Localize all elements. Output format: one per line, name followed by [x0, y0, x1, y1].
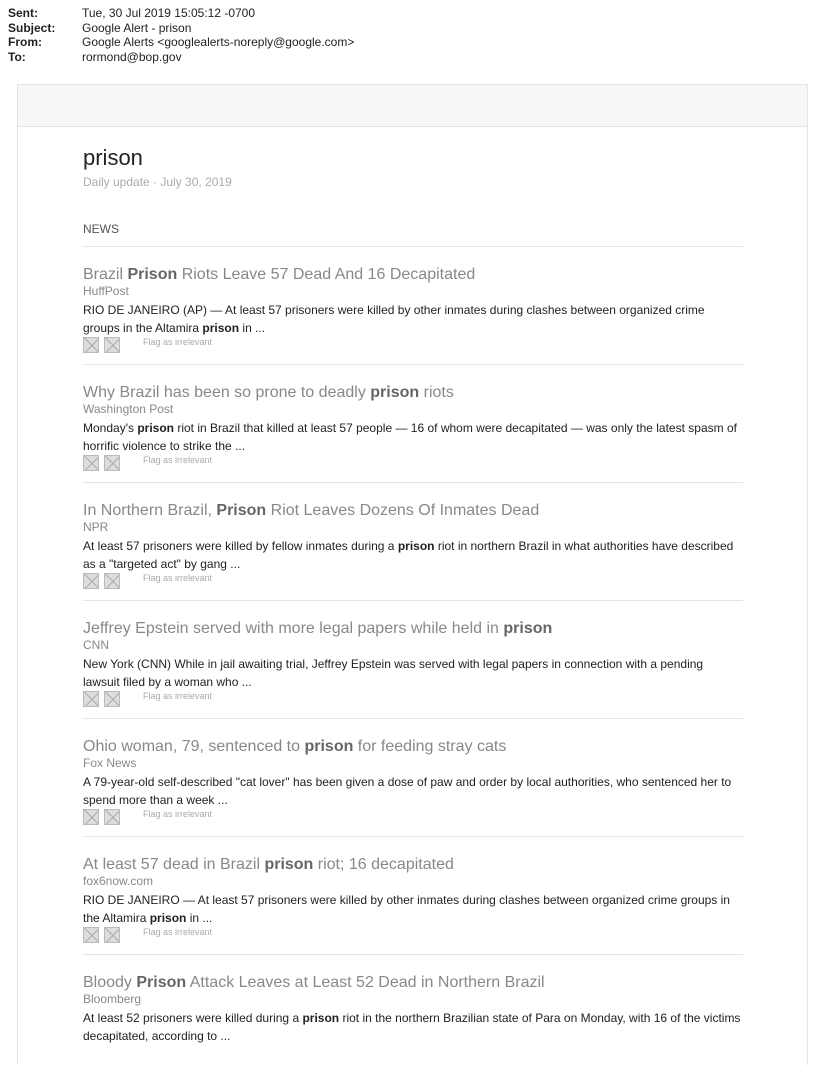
text-segment: At least 57 dead in Brazil	[83, 856, 265, 873]
article-actions	[83, 691, 743, 707]
article-snippet	[83, 301, 743, 337]
article-source: CNN	[83, 638, 109, 652]
share-image-icon[interactable]	[83, 337, 99, 353]
alert-title: prison	[83, 145, 143, 170]
highlight-term: prison	[264, 856, 314, 873]
sent-label: Sent:	[8, 6, 38, 20]
flag-irrelevant-link[interactable]: Flag as irrelevant	[143, 337, 213, 347]
article-source: Washington Post	[83, 402, 174, 416]
text-segment: At least 52 prisoners were killed during a	[83, 1011, 303, 1025]
alert-card	[17, 84, 808, 1065]
text-segment: riots	[419, 384, 454, 401]
share-image-icon[interactable]	[104, 691, 120, 707]
article-snippet	[83, 1009, 743, 1045]
article-item	[83, 265, 743, 383]
divider	[83, 600, 743, 601]
text-segment: Riots Leave 57 Dead And 16 Decapitated	[177, 266, 476, 283]
article-source: Fox News	[83, 756, 137, 770]
text-segment: Bloody	[83, 974, 137, 991]
article-snippet	[83, 419, 743, 455]
flag-irrelevant-link[interactable]: Flag as irrelevant	[143, 691, 213, 701]
subject-value: Google Alert - prison	[82, 20, 192, 35]
section-heading: NEWS	[83, 222, 119, 236]
highlight-term: prison	[503, 620, 553, 637]
article-title-link[interactable]	[83, 737, 743, 756]
divider	[83, 364, 743, 365]
article-snippet	[83, 773, 743, 809]
highlight-term: prison	[137, 421, 174, 435]
text-segment: riot in northern Brazil in what authorities have described as a "targeted act" by gang ...	[83, 539, 734, 571]
article-title-link[interactable]	[83, 265, 743, 284]
highlight-term: Prison	[136, 974, 187, 991]
to-label: To:	[8, 49, 26, 64]
flag-irrelevant-link[interactable]: Flag as irrelevant	[143, 809, 213, 819]
divider	[83, 246, 743, 247]
article-source: Bloomberg	[83, 992, 142, 1006]
highlight-term: prison	[302, 1011, 340, 1025]
text-segment: in ...	[239, 321, 266, 335]
flag-irrelevant-link[interactable]: Flag as irrelevant	[143, 927, 213, 937]
text-segment: riot in the northern Brazilian state of Para on Monday, with 16 of the victims decapitated, according to ...	[83, 1011, 741, 1043]
text-segment: At least 57 prisoners were killed by fellow inmates during a	[83, 539, 398, 553]
text-segment: for feeding stray cats	[353, 738, 507, 755]
text-segment: Why Brazil has been so prone to deadly	[83, 384, 371, 401]
article-source: NPR	[83, 520, 109, 534]
article-title-link[interactable]	[83, 501, 743, 520]
subject-label: Subject:	[8, 20, 56, 35]
article-actions	[83, 455, 743, 471]
from-value: Google Alerts <googlealerts-noreply@google.com>	[82, 35, 355, 49]
article-item	[83, 973, 743, 1091]
article-actions	[83, 337, 743, 353]
text-segment: Jeffrey Epstein served with more legal papers while held in	[83, 620, 504, 637]
email-header	[8, 6, 354, 64]
flag-irrelevant-link[interactable]: Flag as irrelevant	[143, 573, 213, 583]
article-snippet	[83, 655, 743, 691]
text-segment: Riot Leaves Dozens Of Inmates Dead	[266, 502, 540, 519]
divider	[83, 718, 743, 719]
share-image-icon[interactable]	[83, 455, 99, 471]
share-image-icon[interactable]	[104, 927, 120, 943]
article-title-link[interactable]	[83, 855, 743, 874]
share-image-icon[interactable]	[83, 927, 99, 943]
highlight-term: prison	[202, 321, 240, 335]
text-segment: in ...	[186, 911, 213, 925]
text-segment: Monday's	[83, 421, 138, 435]
article-source: fox6now.com	[83, 874, 154, 888]
highlight-term: Prison	[127, 266, 178, 283]
text-segment: riot; 16 decapitated	[313, 856, 454, 873]
article-item	[83, 619, 743, 737]
share-image-icon[interactable]	[104, 455, 120, 471]
text-segment: Ohio woman, 79, sentenced to	[83, 738, 305, 755]
to-value: rormond@bop.gov	[82, 49, 182, 64]
share-image-icon[interactable]	[104, 573, 120, 589]
divider	[83, 836, 743, 837]
text-segment: A 79-year-old self-described "cat lover" has been given a dose of paw and order by local authorities, who sentenced her to spend more than a week ...	[83, 775, 732, 807]
share-image-icon[interactable]	[83, 691, 99, 707]
article-item	[83, 855, 743, 973]
share-image-icon[interactable]	[104, 337, 120, 353]
divider	[83, 954, 743, 955]
article-list	[83, 265, 743, 1091]
text-segment: New York (CNN) While in jail awaiting trial, Jeffrey Epstein was served with legal papers in connection with a pending lawsuit filed by a woman who ...	[83, 657, 704, 689]
text-segment: RIO DE JANEIRO (AP) — At least 57 prisoners were killed by other inmates during clashes between organized crime groups in the Altamira	[83, 303, 705, 335]
text-segment: RIO DE JANEIRO — At least 57 prisoners were killed by other inmates during clashes between organized crime groups in the Altamira	[83, 893, 730, 925]
highlight-term: Prison	[216, 502, 267, 519]
text-segment: Attack Leaves at Least 52 Dead in Northern Brazil	[186, 974, 545, 991]
article-item	[83, 737, 743, 855]
share-image-icon[interactable]	[104, 809, 120, 825]
sent-value: Tue, 30 Jul 2019 15:05:12 -0700	[82, 6, 256, 20]
article-actions	[83, 809, 743, 825]
article-source: HuffPost	[83, 284, 129, 298]
text-segment: In Northern Brazil,	[83, 502, 217, 519]
share-image-icon[interactable]	[83, 809, 99, 825]
from-label: From:	[8, 35, 42, 49]
article-title-link[interactable]	[83, 619, 743, 638]
alert-subtitle: Daily update · July 30, 2019	[83, 175, 232, 189]
article-actions	[83, 573, 743, 589]
divider	[83, 482, 743, 483]
highlight-term: prison	[149, 911, 187, 925]
highlight-term: prison	[397, 539, 435, 553]
article-item	[83, 501, 743, 619]
text-segment: riot in Brazil that killed at least 57 people — 16 of whom were decapitated — was only the latest spasm of horrific violence to strike the ...	[83, 421, 737, 453]
article-title-link[interactable]	[83, 383, 743, 402]
text-segment: Brazil	[83, 266, 128, 283]
card-header-band	[18, 85, 807, 127]
article-title-link[interactable]	[83, 973, 743, 992]
article-item	[83, 383, 743, 501]
share-image-icon[interactable]	[83, 573, 99, 589]
article-snippet	[83, 891, 743, 927]
article-actions	[83, 927, 743, 943]
highlight-term: prison	[304, 738, 354, 755]
article-snippet	[83, 537, 743, 573]
highlight-term: prison	[370, 384, 420, 401]
flag-irrelevant-link[interactable]: Flag as irrelevant	[143, 455, 213, 465]
